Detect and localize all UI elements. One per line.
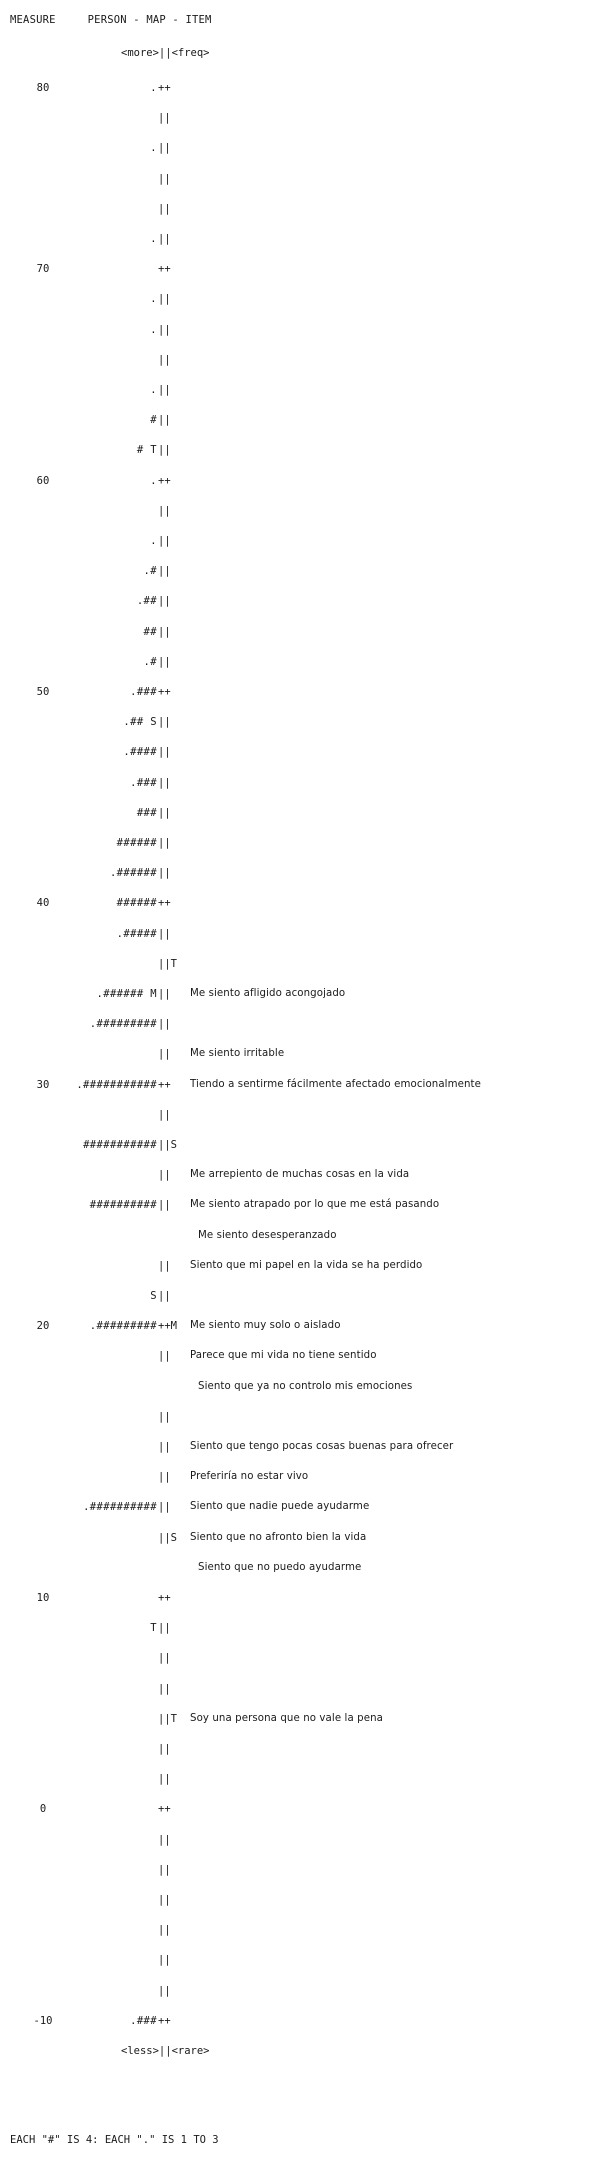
map-axis-separator: || — [158, 806, 171, 819]
map-row — [0, 1591, 595, 1605]
item-label: Siento que no puedo ayudarme — [198, 1561, 362, 1573]
measure-value: 0 — [39, 1803, 47, 1816]
person-distribution: .### — [130, 686, 157, 698]
map-row — [0, 1259, 595, 1273]
map-row — [0, 625, 595, 639]
map-axis-separator: ++ — [158, 82, 171, 94]
person-distribution: . — [150, 293, 157, 306]
map-axis-separator: ++ — [158, 474, 171, 487]
map-axis-separator: || — [158, 293, 171, 306]
person-distribution: . — [150, 474, 157, 487]
person-distribution: T — [150, 1622, 157, 1635]
map-axis-separator: ++ — [158, 1592, 171, 1604]
item-label: Tiendo a sentirme fácilmente afectado emocionalmente — [190, 1078, 482, 1090]
map-axis-separator: || — [158, 776, 171, 789]
measure-value: 30 — [36, 1078, 50, 1091]
map-row — [0, 776, 595, 790]
map-row — [0, 383, 595, 397]
map-axis-separator: || — [158, 837, 171, 849]
map-row — [0, 232, 595, 246]
item-label: Soy una persona que no vale la pena — [190, 1712, 383, 1724]
map-axis-separator: || — [158, 1259, 171, 1272]
person-distribution: .######### — [89, 1018, 157, 1031]
map-row — [0, 1863, 595, 1877]
map-row — [0, 1500, 595, 1514]
map-axis-separator: || — [158, 1199, 171, 1212]
person-distribution: .########### — [76, 1078, 157, 1091]
item-label: Me siento muy solo o aislado — [190, 1320, 341, 1332]
top-axis-label: <more>||<freq> — [121, 47, 210, 59]
map-row — [0, 111, 595, 125]
map-row — [0, 202, 595, 216]
map-axis-separator: ++ — [158, 686, 171, 698]
map-row — [0, 957, 595, 971]
person-distribution: . — [150, 384, 157, 396]
person-distribution: . — [150, 233, 157, 245]
map-legend-footer: EACH "#" IS 4: EACH "." IS 1 TO 3 — [10, 2134, 219, 2146]
map-axis-separator: || — [158, 1441, 171, 1453]
map-row — [0, 474, 595, 488]
map-row — [0, 172, 595, 186]
map-axis-separator: || — [158, 927, 171, 940]
map-axis-separator: || — [158, 716, 171, 729]
person-distribution: ### — [136, 806, 157, 819]
map-row — [0, 1289, 595, 1303]
item-label: Me siento irritable — [190, 1048, 285, 1060]
map-axis-separator: || — [158, 384, 171, 396]
map-row — [0, 292, 595, 306]
person-distribution: ########## — [89, 1199, 157, 1212]
map-row — [0, 1923, 595, 1937]
map-row — [0, 1742, 595, 1756]
map-row — [0, 2014, 595, 2028]
map-axis-separator: || — [158, 1471, 171, 1484]
map-axis-separator: || — [158, 867, 171, 880]
map-row — [0, 896, 595, 910]
person-distribution: .########## — [83, 1501, 157, 1514]
measure-value: 60 — [36, 474, 50, 487]
person-distribution: ###### — [116, 897, 157, 910]
map-row — [0, 987, 595, 1001]
person-distribution: ###### — [116, 837, 157, 849]
measure-value: -10 — [33, 2014, 53, 2027]
map-row — [0, 655, 595, 669]
map-axis-separator: || — [158, 1350, 171, 1363]
map-axis-separator: || — [158, 595, 171, 608]
map-row — [0, 323, 595, 337]
map-row — [0, 1833, 595, 1847]
item-label: Siento que nadie puede ayudarme — [190, 1501, 370, 1513]
map-row — [0, 1531, 595, 1545]
map-row — [0, 262, 595, 276]
map-axis-separator: || — [158, 1863, 171, 1876]
map-axis-separator: || — [158, 1984, 171, 1997]
map-axis-separator: || — [158, 414, 171, 427]
map-axis-separator: ||S — [158, 1531, 177, 1544]
map-axis-separator: ||T — [158, 957, 177, 970]
map-axis-separator: ++ — [158, 1078, 171, 1091]
map-row — [0, 836, 595, 850]
map-axis-separator: || — [158, 746, 171, 759]
person-distribution: . — [150, 535, 157, 547]
map-title: PERSON - MAP - ITEM — [87, 14, 212, 26]
item-label: Preferiría no estar vivo — [190, 1471, 309, 1483]
item-label: Siento que no afronto bien la vida — [190, 1531, 367, 1543]
map-axis-separator: || — [158, 1833, 171, 1846]
map-axis-separator: ++ — [158, 263, 171, 276]
map-axis-separator: || — [158, 1773, 171, 1786]
person-distribution: .# — [143, 655, 157, 668]
map-axis-separator: || — [158, 565, 171, 578]
map-row — [0, 1440, 595, 1454]
map-row — [0, 1561, 595, 1575]
map-axis-separator: || — [158, 353, 171, 366]
map-row — [0, 1802, 595, 1816]
map-axis-separator: || — [158, 1018, 171, 1031]
map-row — [0, 594, 595, 608]
map-row — [0, 1470, 595, 1484]
map-row — [0, 1953, 595, 1967]
map-axis-separator: || — [158, 202, 171, 215]
item-label: Siento que ya no controlo mis emociones — [198, 1380, 413, 1392]
map-row — [0, 141, 595, 155]
map-axis-separator: || — [158, 323, 171, 336]
map-axis-separator: || — [158, 1924, 171, 1937]
person-distribution: . — [150, 323, 157, 336]
map-row — [0, 1984, 595, 1998]
person-distribution: .###### — [109, 867, 157, 880]
map-axis-separator: || — [158, 1501, 171, 1514]
person-distribution: .## S — [123, 716, 157, 729]
map-axis-separator: ++ — [158, 2014, 171, 2027]
map-row — [0, 927, 595, 941]
map-row — [0, 1108, 595, 1122]
measure-header: MEASURE — [10, 14, 56, 26]
map-axis-separator: ||T — [158, 1712, 177, 1725]
map-axis-separator: || — [158, 1048, 171, 1061]
person-distribution: ## — [143, 625, 157, 638]
map-row — [0, 443, 595, 457]
map-axis-separator: || — [158, 655, 171, 668]
map-row — [0, 685, 595, 699]
map-axis-separator: || — [158, 504, 171, 517]
item-label: Me siento afligido acongojado — [190, 988, 346, 999]
person-distribution: .## — [136, 595, 157, 608]
item-label: Me siento desesperanzado — [198, 1229, 337, 1241]
item-label: Siento que tengo pocas cosas buenas para ofrecer — [190, 1441, 454, 1452]
map-row — [0, 1349, 595, 1363]
person-distribution: S — [150, 1290, 157, 1302]
item-label: Siento que mi papel en la vida se ha perdido — [190, 1259, 423, 1271]
map-row — [0, 1017, 595, 1031]
map-row — [0, 564, 595, 578]
map-row — [0, 1319, 595, 1333]
measure-value: 70 — [36, 263, 50, 276]
person-distribution: .###### M — [96, 988, 157, 1000]
map-row — [0, 866, 595, 880]
person-distribution: .### — [130, 2014, 157, 2027]
person-distribution: .# — [143, 565, 157, 578]
map-row — [0, 534, 595, 548]
item-label: Me arrepiento de muchas cosas en la vida — [190, 1169, 410, 1181]
map-row — [0, 1138, 595, 1152]
measure-value: 50 — [36, 686, 50, 698]
measure-value: 40 — [36, 897, 50, 910]
item-label: Parece que mi vida no tiene sentido — [190, 1350, 377, 1362]
map-axis-separator: || — [158, 625, 171, 638]
map-axis-separator: ||S — [158, 1139, 177, 1151]
map-row — [0, 715, 595, 729]
map-row — [0, 1772, 595, 1786]
person-distribution: .##### — [116, 927, 157, 940]
map-axis-separator: || — [158, 1652, 171, 1665]
measure-value: 20 — [36, 1320, 50, 1333]
map-axis-separator: ++M — [158, 1320, 177, 1333]
measure-value: 10 — [36, 1592, 50, 1604]
map-row — [0, 504, 595, 518]
map-row — [0, 1047, 595, 1061]
map-axis-separator: || — [158, 1954, 171, 1967]
map-row — [0, 1682, 595, 1696]
person-distribution: . — [150, 82, 157, 94]
map-row — [0, 1198, 595, 1212]
person-distribution: . — [150, 142, 157, 155]
map-row — [0, 1229, 595, 1243]
map-axis-separator: || — [158, 142, 171, 155]
person-distribution: # — [150, 414, 157, 427]
map-row — [0, 1712, 595, 1726]
person-distribution: .#### — [123, 746, 157, 759]
person-distribution: .### — [130, 776, 157, 789]
map-row — [0, 1651, 595, 1665]
map-axis-separator: || — [158, 1894, 171, 1906]
map-row — [0, 1168, 595, 1182]
map-axis-separator: || — [158, 1169, 171, 1182]
map-axis-separator: || — [158, 1108, 171, 1121]
person-distribution: # T — [136, 444, 157, 457]
item-label: Me siento atrapado por lo que me está pasando — [190, 1199, 440, 1211]
map-row — [0, 81, 595, 95]
map-axis-separator: || — [158, 988, 171, 1000]
map-row — [0, 1893, 595, 1907]
map-axis-separator: || — [158, 535, 171, 547]
map-axis-separator: || — [158, 1410, 171, 1423]
map-axis-separator: || — [158, 1743, 171, 1755]
map-row — [0, 353, 595, 367]
person-distribution: ########### — [83, 1139, 157, 1151]
map-row — [0, 1621, 595, 1635]
map-axis-separator: || — [158, 172, 171, 185]
bottom-axis-label: <less>||<rare> — [121, 2045, 210, 2057]
person-distribution: .######### — [89, 1320, 157, 1333]
map-axis-separator: ++ — [158, 897, 171, 910]
map-axis-separator: || — [158, 112, 171, 125]
map-row — [0, 1078, 595, 1092]
map-axis-separator: || — [158, 444, 171, 457]
map-row — [0, 1410, 595, 1424]
measure-value: 80 — [36, 82, 50, 94]
map-row — [0, 1380, 595, 1394]
map-axis-separator: ++ — [158, 1803, 171, 1816]
map-axis-separator: || — [158, 1682, 171, 1695]
map-axis-separator: || — [158, 233, 171, 245]
map-axis-separator: || — [158, 1622, 171, 1635]
map-row — [0, 806, 595, 820]
map-axis-separator: || — [158, 1290, 171, 1302]
map-row — [0, 745, 595, 759]
map-row — [0, 413, 595, 427]
